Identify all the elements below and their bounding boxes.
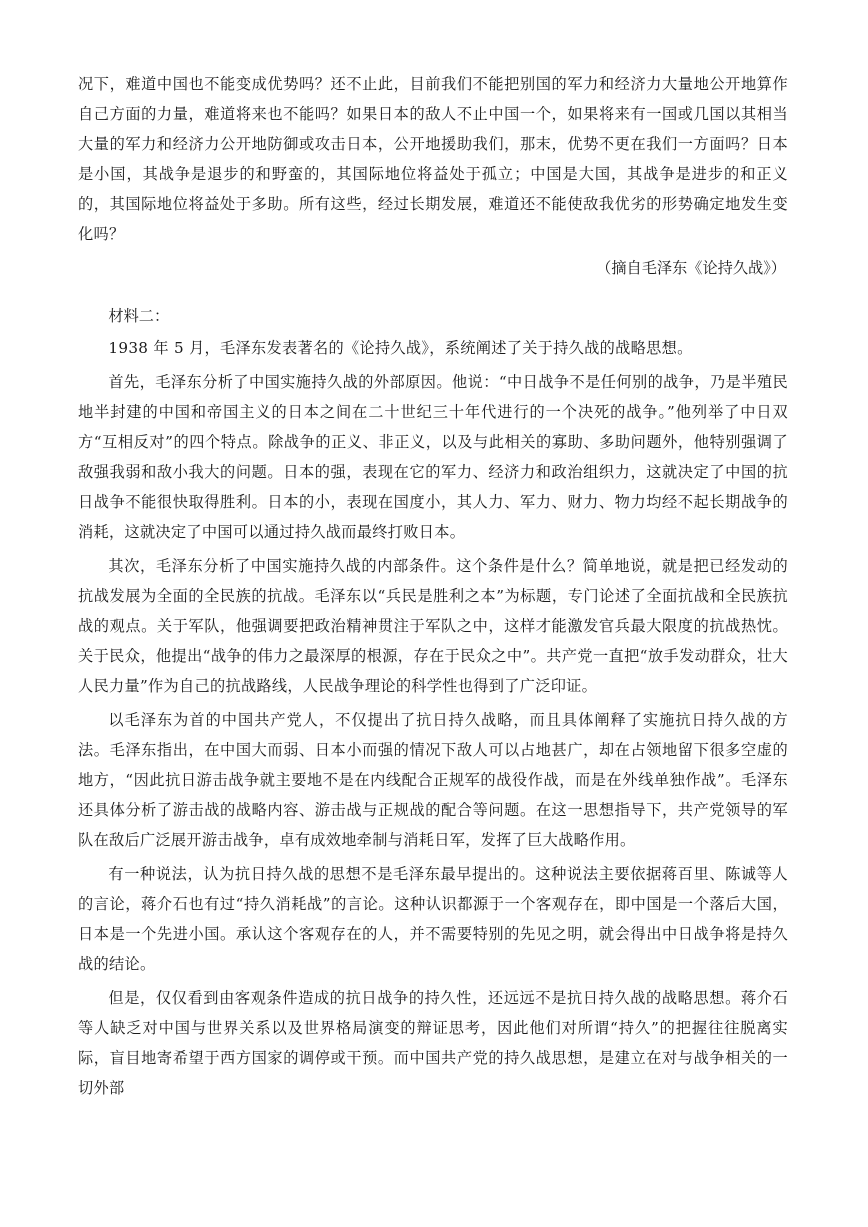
material-two-paragraph-6: 但是，仅仅看到由客观条件造成的抗日战争的持久性，还远远不是抗日持久战的战略思想。蒋介石等人缺乏对中国与世界关系以及世界格局演变的辩证思考，因此他们对所谓“持久”的把握往往脱离实际，盲目地寄希望于西方国家的调停或干预。而中国共产党的持久战思想，是建立在对与战争相关的一切外部 [78, 989, 788, 1097]
material-two-paragraph-1: 1938 年 5 月，毛泽东发表著名的《论持久战》，系统阐述了关于持久战的战略思想。 [108, 339, 693, 357]
material-two-paragraph-5: 有一种说法，认为抗日持久战的思想不是毛泽东最早提出的。这种说法主要依据蒋百里、陈诚等人的言论，蒋介石也有过“持久消耗战”的言论。这种认识都源于一个客观存在，即中国是一个落后大国，日本是一个先进小国。承认这个客观存在的人，并不需要特别的先见之明，就会得出中日战争将是持久战的结论。 [78, 865, 788, 973]
material-one-citation: （摘自毛泽东《论持久战》） [596, 259, 786, 277]
material-two-paragraph-3: 其次，毛泽东分析了中国实施持久战的内部条件。这个条件是什么？简单地说，就是把已经发动的抗战发展为全面的全民族的抗战。毛泽东以“兵民是胜利之本”为标题，专门论述了全面抗战和全民族抗战的观点。关于军队，他强调要把政治精神贯注于军队之中，这样才能激发官兵最大限度的抗战热忱。关于民众，他提出“战争的伟力之最深厚的根源，存在于民众之中”。共产党一直把“放手发动群众，壮大人民力量”作为自己的抗战路线，人民战争理论的科学性也得到了广泛印证。 [78, 557, 788, 695]
material-two-paragraph-4: 以毛泽东为首的中国共产党人，不仅提出了抗日持久战略，而且具体阐释了实施抗日持久战的方法。毛泽东指出，在中国大而弱、日本小而强的情况下敌人可以占地甚广，却在占领地留下很多空虚的地方，“因此抗日游击战争就主要地不是在内线配合正规军的战役作战，而是在外线单独作战”。毛泽东还具体分析了游击战的战略内容、游击战与正规战的配合等问题。在这一思想指导下，共产党领导的军队在敌后广泛展开游击战争，卓有成效地牵制与消耗日军，发挥了巨大战略作用。 [78, 711, 788, 849]
material-one-continuation: 况下，难道中国也不能变成优势吗？还不止此，目前我们不能把别国的军力和经济力大量地公开地算作自己方面的力量，难道将来也不能吗？如果日本的敌人不止中国一个，如果将来有一国或几国以其相当大量的军力和经济力公开地防御或攻击日本，公开地援助我们，那末，优势不更在我们一方面吗？日本是小国，其战争是退步的和野蛮的，其国际地位将益处于孤立；中国是大国，其战争是进步的和正义的，其国际地位将益处于多助。所有这些，经过长期发展，难道还不能使敌我优劣的形势确定地发生变化吗？ [78, 75, 788, 243]
material-two-paragraph-2: 首先，毛泽东分析了中国实施持久战的外部原因。他说：“中日战争不是任何别的战争，乃是半殖民地半封建的中国和帝国主义的日本之间在二十世纪三十年代进行的一个决死的战争。”他列举了中日双方“互相反对”的四个特点。除战争的正义、非正义，以及与此相关的寡助、多助问题外，他特别强调了敌强我弱和敌小我大的问题。日本的强，表现在它的军力、经济力和政治组织力，这就决定了中国的抗日战争不能很快取得胜利。日本的小，表现在国度小，其人力、军力、财力、物力均经不起长期战争的消耗，这就决定了中国可以通过持久战而最终打败日本。 [78, 373, 788, 541]
material-two-heading: 材料二： [108, 307, 170, 325]
